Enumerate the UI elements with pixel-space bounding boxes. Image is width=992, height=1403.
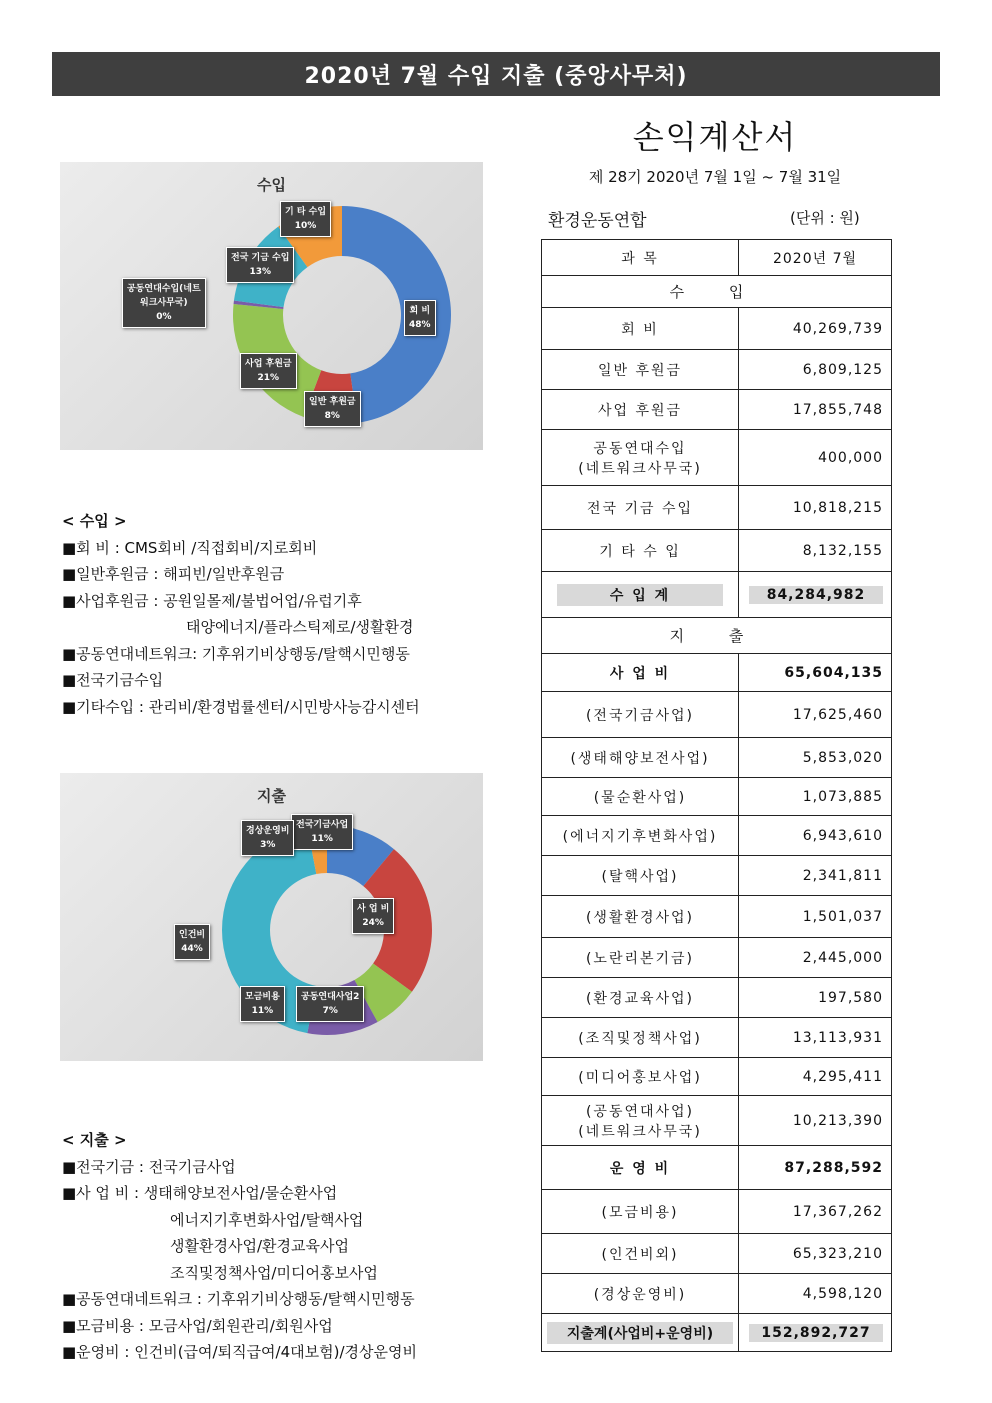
page-banner: 2020년 7월 수입 지출 (중앙사무처) [52,52,940,96]
income-donut-chart [60,162,483,450]
income-total-label-value: 수 입 계 [557,584,723,606]
expense-section-label: 지 출 [542,618,892,654]
slice-data-label [174,924,210,960]
table-row [542,978,892,1018]
note-line: 태양에너지/플라스틱제로/생활환경 [186,618,414,636]
income-notes [62,508,420,720]
expense-total-label-value: 지출계(사업비+운영비) [547,1322,733,1344]
income-total-amount [739,572,892,618]
business-amount: 13,113,931 [739,1018,892,1058]
business-amount: 10,213,390 [739,1096,892,1146]
income-statement-table [541,239,892,1352]
note-line: ■전국기금 : 전국기금사업 [62,1157,236,1176]
slice-data-label [404,300,436,336]
income-amount: 17,855,748 [739,390,892,430]
business-item: (생활환경사업) [542,896,739,938]
income-item: 기 타 수 입 [542,530,739,572]
business-item: (전국기금사업) [542,692,739,738]
business-amount: 4,295,411 [739,1058,892,1096]
business-amount: 5,853,020 [739,738,892,778]
slice-percent: 0% [156,312,172,322]
operating-item: (모금비용) [542,1190,739,1234]
table-row [542,430,892,486]
table-row [542,390,892,430]
slice-percent: 13% [249,267,271,277]
table-row [542,778,892,816]
business-item: (탈핵사업) [542,856,739,896]
business-item: (노란리본기금) [542,938,739,978]
header-amount: 2020년 7월 [739,240,892,276]
expense-donut-chart [60,773,483,1061]
business-amount: 17,625,460 [739,692,892,738]
slice-data-label [240,353,297,389]
slice-data-label [304,391,361,427]
note-line: 에너지기후변화사업/탈핵사업 [170,1210,364,1229]
note-line: ■사 업 비 : 생태해양보전사업/물순환사업 [62,1184,338,1202]
slice-data-label [122,278,206,328]
income-total-amount-value: 84,284,982 [749,586,883,604]
income-item: 사업 후원금 [542,390,739,430]
table-row [542,572,892,618]
header-item: 과 목 [542,240,739,276]
table-row [542,1314,892,1352]
operating-amount: 65,323,210 [739,1234,892,1274]
expense-total-label [542,1314,739,1352]
business-item: (미디어홍보사업) [542,1058,739,1096]
table-row [542,276,892,308]
income-amount: 40,269,739 [739,308,892,350]
business-cost-label: 사 업 비 [542,654,739,692]
organization-name: 환경운동연합 [548,211,647,231]
slice-data-label [291,814,353,850]
expense-notes [62,1127,417,1366]
expense-total-amount-value: 152,892,727 [749,1324,883,1342]
table-row [542,1058,892,1096]
expense-notes-heading: < 지출 > [62,1131,127,1149]
table-row [542,530,892,572]
income-amount: 10,818,215 [739,486,892,530]
table-row [542,816,892,856]
business-amount: 1,073,885 [739,778,892,816]
table-row [542,308,892,350]
slice-percent: 7% [322,1006,338,1016]
income-section-label: 수 입 [542,276,892,308]
table-row [542,1274,892,1314]
table-row [542,240,892,276]
slice-label: 전국기금사업 [296,820,349,830]
slice-label: 인건비 [179,930,206,940]
slice-label: 전국 기금 수입 [231,253,290,263]
note-line: ■기타수입 : 관리비/환경법률센터/시민방사능감시센터 [62,697,420,716]
slice-data-label [226,247,294,283]
slice-label: 일반 후원금 [309,397,356,407]
slice-percent: 11% [251,1006,274,1016]
table-row [542,486,892,530]
income-chart-title: 수입 [257,176,286,194]
table-row [542,1096,892,1146]
business-item: (환경교육사업) [542,978,739,1018]
slice-label: 사업 후원금 [245,359,292,369]
table-row [542,938,892,978]
table-row [542,618,892,654]
slice-percent: 24% [362,918,384,928]
slice-percent: 21% [257,373,280,383]
income-item: 일반 후원금 [542,350,739,390]
table-row [542,1018,892,1058]
slice-percent: 10% [294,221,317,231]
statement-title: 손익계산서 [632,118,798,156]
business-item: (조직및정책사업) [542,1018,739,1058]
note-line: ■모금비용 : 모금사업/회원관리/회원사업 [62,1316,333,1335]
slice-percent: 11% [311,834,333,844]
slice-label: 기 타 수입 [285,207,327,217]
note-line: ■회 비 : CMS회비 /직접회비/지로회비 [62,538,318,557]
income-item: 회 비 [542,308,739,350]
operating-item: (경상운영비) [542,1274,739,1314]
income-notes-heading: < 수입 > [62,512,127,530]
statement-period: 제 28기 2020년 7월 1일 ~ 7월 31일 [588,168,842,186]
business-item: (에너지기후변화사업) [542,816,739,856]
slice-percent: 3% [260,840,276,850]
business-amount: 2,341,811 [739,856,892,896]
note-line: 조직및정책사업/미디어홍보사업 [170,1263,378,1282]
business-item: (생태해양보전사업) [542,738,739,778]
table-row [542,738,892,778]
slice-label: 경상운영비 [246,826,290,836]
slice-label: 모금비용 [245,992,280,1002]
table-row [542,692,892,738]
business-cost-amount: 65,604,135 [739,654,892,692]
expense-chart-title: 지출 [257,787,286,805]
table-row [542,856,892,896]
business-item: (물순환사업) [542,778,739,816]
note-line: ■전국기금수입 [62,671,164,689]
table-row [542,350,892,390]
income-amount: 8,132,155 [739,530,892,572]
note-line: ■일반후원금 : 해피빈/일반후원금 [62,565,285,583]
income-total-label [542,572,739,618]
note-line: ■공동연대네트워크: 기후위기비상행동/탈핵시민행동 [62,644,410,663]
note-line: ■운영비 : 인건비(급여/퇴직급여/4대보험)/경상운영비 [62,1343,417,1361]
operating-amount: 17,367,262 [739,1190,892,1234]
business-amount: 1,501,037 [739,896,892,938]
operating-amount: 4,598,120 [739,1274,892,1314]
slice-label: 공동연대수입(네트 워크사무국) [127,284,201,308]
slice-label: 사 업 비 [357,904,390,914]
slice-label: 회 비 [409,306,431,316]
note-line: ■사업후원금 : 공원일몰제/불법어업/유럽기후 [62,591,362,610]
slice-data-label [296,986,364,1022]
note-line: 생활환경사업/환경교육사업 [170,1237,349,1255]
slice-percent: 8% [324,411,340,421]
income-amount: 400,000 [739,430,892,486]
business-item: (공동연대사업) (네트워크사무국) [542,1096,739,1146]
slice-data-label [352,898,394,934]
business-amount: 6,943,610 [739,816,892,856]
expense-total-amount [739,1314,892,1352]
income-item: 전국 기금 수입 [542,486,739,530]
operating-cost-label: 운 영 비 [542,1146,739,1190]
table-row [542,1190,892,1234]
slice-label: 공동연대사업2 [301,992,360,1002]
slice-data-label [280,201,331,237]
table-row [542,896,892,938]
business-amount: 197,580 [739,978,892,1018]
unit-note: (단위 : 원) [790,209,860,227]
table-row [542,654,892,692]
table-row [542,1234,892,1274]
operating-cost-amount: 87,288,592 [739,1146,892,1190]
income-item: 공동연대수입 (네트워크사무국) [542,430,739,486]
slice-percent: 48% [409,320,431,330]
note-line: ■공동연대네트워크 : 기후위기비상행동/탈핵시민행동 [62,1290,415,1308]
slice-percent: 44% [181,944,203,954]
income-amount: 6,809,125 [739,350,892,390]
table-row [542,1146,892,1190]
slice-data-label [241,820,294,856]
operating-item: (인건비외) [542,1234,739,1274]
business-amount: 2,445,000 [739,938,892,978]
slice-data-label [240,986,285,1022]
